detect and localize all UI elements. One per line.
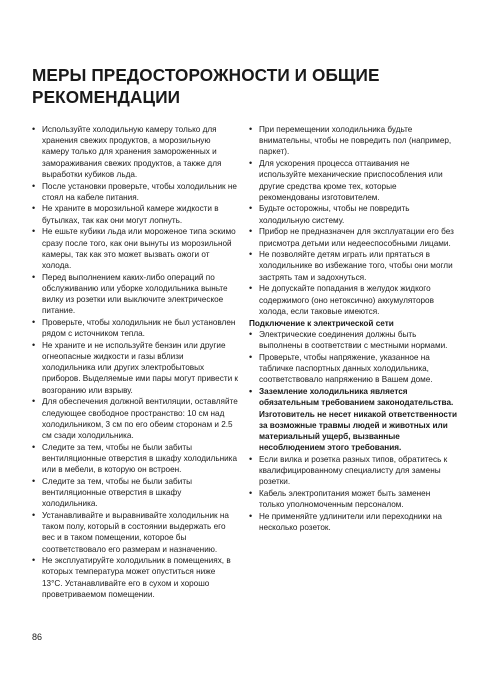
- precautions-list-right: [249, 124, 457, 317]
- list-item: • Не допускайте попадания в желудок жидкого содержимого (оно нетоксично) аккумуляторов холода, если таковые имеются.: [249, 283, 457, 317]
- page-number: 86: [32, 632, 43, 642]
- list-item: • Устанавливайте и выравнивайте холодильник на таком полу, который в состоянии выдержать его вес и в таком помещении, которое бы соответствовало его размерам и назначению.: [32, 510, 238, 555]
- list-item: • Если вилка и розетка разных типов, обратитесь к квалифицированному специалисту для замены розетки.: [249, 454, 457, 488]
- list-item: • Не ешьте кубики льда или мороженое типа эскимо сразу после того, как они вынуты из морозильной камеры, так как это может вызвать ожоги от холода.: [32, 226, 238, 271]
- list-item: • Следите за тем, чтобы не были забиты вентиляционные отверстия в шкафу холодильника.: [32, 476, 238, 510]
- list-item: • Будьте осторожны, чтобы не повредить холодильную систему.: [249, 203, 457, 225]
- list-item: • Для обеспечения должной вентиляции, оставляйте следующее свободное пространство: 10 см над холодильником, 3 см по его обеим сторонам и 2.5 см сзади холодильника.: [32, 396, 238, 441]
- list-item: • Перед выполнением каких-либо операций по обслуживанию или уборке холодильника выньте вилку из розетки или выключите электрическое питание.: [32, 272, 238, 317]
- list-item: • При перемещении холодильника будьте внимательны, чтобы не повредить пол (например, паркет).: [249, 124, 457, 158]
- list-item: • Не применяйте удлинители или переходники на несколько розеток.: [249, 511, 457, 533]
- list-item: • После установки проверьте, чтобы холодильник не стоял на кабеле питания.: [32, 181, 238, 203]
- precautions-list-left: [32, 124, 238, 600]
- list-item: • Проверьте, чтобы холодильник не был установлен рядом с источником тепла.: [32, 317, 238, 339]
- list-item: • Используйте холодильную камеру только для хранения свежих продуктов, а морозильную камеру только для хранения замороженных и замораживания свежих продуктов, а также для выработки кубиков льда.: [32, 124, 238, 180]
- list-item: • Кабель электропитания может быть заменен только уполномоченным персоналом.: [249, 488, 457, 510]
- list-item: • Следите за тем, чтобы не были забиты вентиляционные отверстия в шкафу холодильника или в мебели, в которую он встроен.: [32, 442, 238, 476]
- list-item: • Не храните в морозильной камере жидкости в бутылках, так как они могут лопнуть.: [32, 203, 238, 225]
- power-connection-heading: Подключение к электрической сети: [249, 318, 394, 328]
- list-item: • Прибор не предназначен для эксплуатации его без присмотра детьми или недееспособными лицами.: [249, 226, 457, 248]
- list-item: • Не позволяйте детям играть или прятаться в холодильнике во избежание того, чтобы они могли застрять там и задохнуться.: [249, 249, 457, 283]
- page-title-line-2: РЕКОМЕНДАЦИИ: [32, 87, 181, 107]
- list-item: • Электрические соединения должны быть выполнены в соответствии с местными нормами.: [249, 329, 457, 351]
- right-column: [249, 124, 457, 534]
- list-item: • Для ускорения процесса оттаивания не используйте механические приспособления или другие средства кроме тех, которые рекомендованы изготовителем.: [249, 158, 457, 203]
- list-item: • Проверьте, чтобы напряжение, указанное на табличке паспортных данных холодильника, соответствовало напряжению в Вашем доме.: [249, 352, 457, 386]
- grounding-warning-item: • Заземление холодильника является обязательным требованием законодательства. Изготовитель не несет никакой ответственности за возможные травмы людей и животных или материальный ущерб, вызванные несоблюдением этого требования.: [249, 386, 457, 453]
- page-title: [32, 64, 452, 108]
- power-connection-list: [249, 329, 457, 533]
- page-title-line-1: МЕРЫ ПРЕДОСТОРОЖНОСТИ И ОБЩИЕ: [32, 65, 380, 85]
- list-item: • Не эксплуатируйте холодильник в помещениях, в которых температура может опуститься ниже 13°C. Устанавливайте его в сухом и хорошо проветриваемом помещении.: [32, 555, 238, 600]
- list-item: • Не храните и не используйте бензин или другие огнеопасные жидкости и газы вблизи холодильника или других электробытовых приборов. Выделяемые ими пары могут привести к возгоранию или взрыву.: [32, 340, 238, 396]
- left-column: [32, 124, 238, 601]
